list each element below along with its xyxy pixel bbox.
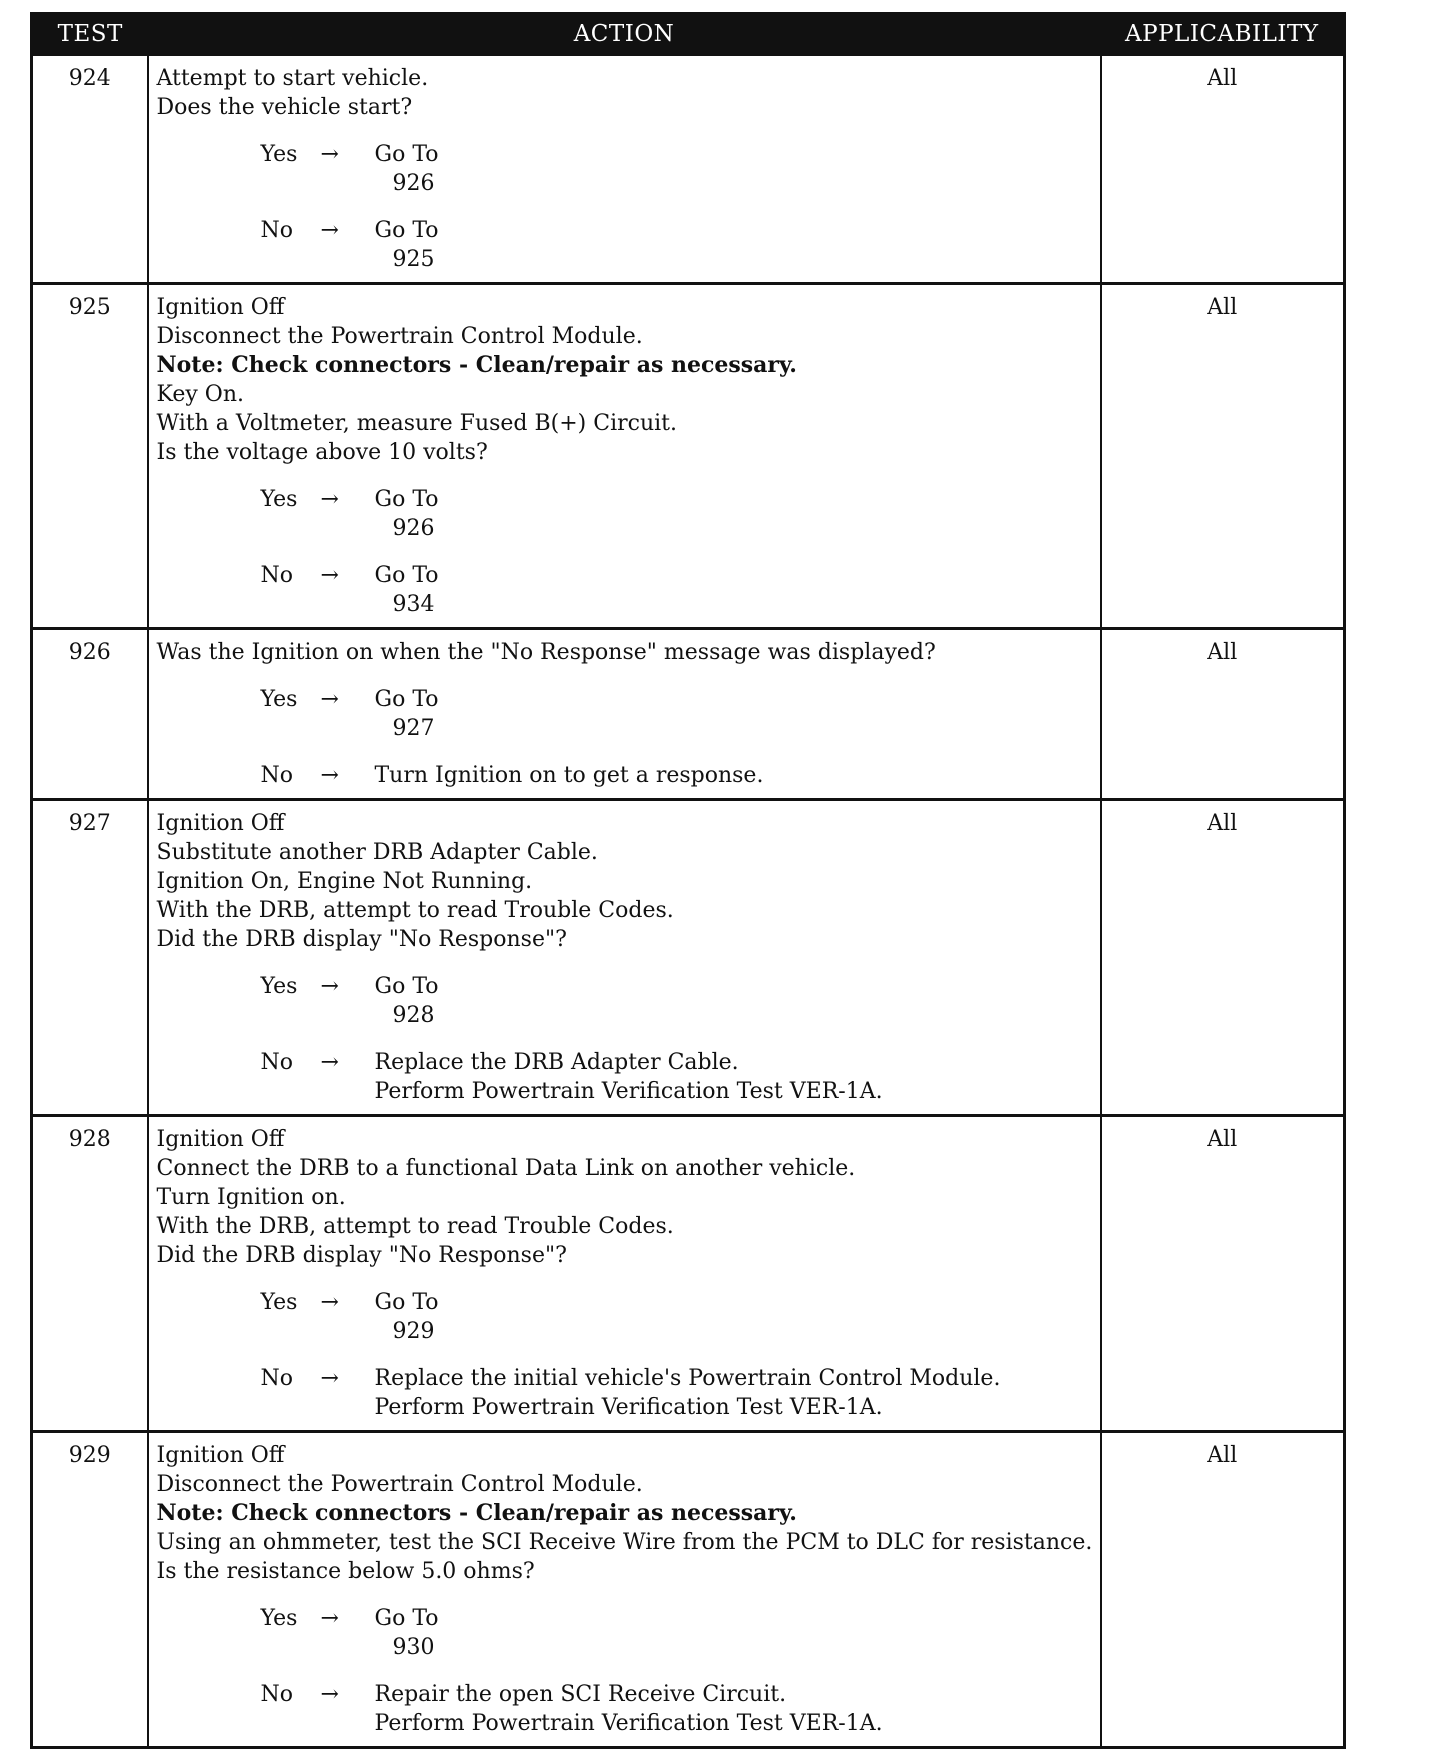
step-line: Did the DRB display "No Response"? xyxy=(156,1243,567,1268)
arrow-right-icon: → xyxy=(320,563,339,588)
goto-target: 934 xyxy=(392,592,435,617)
outcome-line: Perform Powertrain Verification Test VER-1A. xyxy=(374,1711,883,1736)
step-line: Was the Ignition on when the "No Response" message was displayed? xyxy=(156,640,936,665)
arrow-right-icon: → xyxy=(320,974,339,999)
arrow-right-icon: → xyxy=(320,763,339,788)
outcome-line: Repair the open SCI Receive Circuit. xyxy=(374,1682,787,1707)
step-line: Is the voltage above 10 volts? xyxy=(156,440,488,465)
outcome-result xyxy=(375,1680,883,1738)
outcome-no xyxy=(157,561,1092,619)
goto-instruction xyxy=(375,561,439,619)
outcome-result xyxy=(375,761,764,790)
outcome-answer: Yes xyxy=(260,974,298,999)
outcome-answer: Yes xyxy=(260,1290,298,1315)
action-cell xyxy=(148,629,1101,800)
applicability-value: All xyxy=(1101,629,1345,800)
outcome-yes xyxy=(157,485,1092,543)
goto-label: Go To xyxy=(374,1290,439,1315)
action-cell xyxy=(148,1116,1101,1432)
outcome-answer: No xyxy=(260,763,293,788)
step-line: Substitute another DRB Adapter Cable. xyxy=(156,840,598,865)
header-applicability: APPLICABILITY xyxy=(1101,14,1345,55)
test-number: 925 xyxy=(32,284,148,629)
outcome-line: Perform Powertrain Verification Test VER-1A. xyxy=(374,1395,883,1420)
action-cell xyxy=(148,1432,1101,1748)
arrow-right-icon: → xyxy=(320,1290,339,1315)
applicability-value: All xyxy=(1101,55,1345,284)
outcome-answer: No xyxy=(260,1050,293,1075)
goto-instruction xyxy=(375,1604,439,1662)
goto-target: 930 xyxy=(392,1635,435,1660)
step-line: Turn Ignition on. xyxy=(156,1185,346,1210)
goto-target: 929 xyxy=(392,1319,435,1344)
step-line: Did the DRB display "No Response"? xyxy=(156,927,567,952)
step-line: With the DRB, attempt to read Trouble Codes. xyxy=(156,1214,674,1239)
test-number: 928 xyxy=(32,1116,148,1432)
goto-instruction xyxy=(375,140,439,198)
arrow-right-icon: → xyxy=(320,1682,339,1707)
goto-target: 926 xyxy=(392,516,435,541)
action-cell xyxy=(148,800,1101,1116)
note-line: Note: Check connectors - Clean/repair as necessary. xyxy=(156,1500,797,1526)
goto-instruction xyxy=(375,216,439,274)
goto-instruction xyxy=(375,972,439,1030)
step-line: Using an ohmmeter, test the SCI Receive Wire from the PCM to DLC for resistance. xyxy=(156,1530,1093,1555)
step-line: Ignition Off xyxy=(156,295,285,320)
arrow-right-icon: → xyxy=(320,142,339,167)
test-number: 927 xyxy=(32,800,148,1116)
table-body xyxy=(32,55,1345,1748)
outcome-answer: No xyxy=(260,1682,293,1707)
arrow-right-icon: → xyxy=(320,1606,339,1631)
step-line: With a Voltmeter, measure Fused B(+) Circuit. xyxy=(156,411,678,436)
step-line: Disconnect the Powertrain Control Module. xyxy=(156,324,643,349)
outcome-result xyxy=(375,216,439,274)
step-line: Connect the DRB to a functional Data Link on another vehicle. xyxy=(156,1156,856,1181)
outcome-answer: No xyxy=(260,1366,293,1391)
applicability-value: All xyxy=(1101,800,1345,1116)
header-action: ACTION xyxy=(148,14,1101,55)
step-line: With the DRB, attempt to read Trouble Codes. xyxy=(156,898,674,923)
outcome-yes xyxy=(157,1288,1092,1346)
arrow-right-icon: → xyxy=(320,1366,339,1391)
outcome-line: Perform Powertrain Verification Test VER-1A. xyxy=(374,1079,883,1104)
outcome-no xyxy=(157,1364,1092,1422)
outcome-result xyxy=(375,685,439,743)
goto-label: Go To xyxy=(374,487,439,512)
header-test: TEST xyxy=(32,14,148,55)
outcome-yes xyxy=(157,1604,1092,1662)
action-cell xyxy=(148,55,1101,284)
applicability-value: All xyxy=(1101,1116,1345,1432)
outcome-answer: Yes xyxy=(260,687,298,712)
outcome-no xyxy=(157,1680,1092,1738)
outcome-no xyxy=(157,216,1092,274)
step-line: Ignition Off xyxy=(156,1127,285,1152)
applicability-value: All xyxy=(1101,1432,1345,1748)
arrow-right-icon: → xyxy=(320,1050,339,1075)
step-line: Disconnect the Powertrain Control Module. xyxy=(156,1472,643,1497)
goto-target: 928 xyxy=(392,1003,435,1028)
test-number: 929 xyxy=(32,1432,148,1748)
arrow-right-icon: → xyxy=(320,218,339,243)
outcome-result xyxy=(375,1048,883,1106)
outcome-result xyxy=(375,1604,439,1662)
outcome-line: Turn Ignition on to get a response. xyxy=(374,763,764,788)
table-row xyxy=(32,800,1345,1116)
goto-instruction xyxy=(375,1288,439,1346)
outcome-yes xyxy=(157,140,1092,198)
outcome-yes xyxy=(157,972,1092,1030)
goto-label: Go To xyxy=(374,563,439,588)
outcome-result xyxy=(375,1364,1001,1422)
goto-label: Go To xyxy=(374,218,439,243)
outcome-answer: No xyxy=(260,218,293,243)
note-line: Note: Check connectors - Clean/repair as necessary. xyxy=(156,352,797,378)
outcome-result xyxy=(375,972,439,1030)
test-number: 926 xyxy=(32,629,148,800)
step-line: Attempt to start vehicle. xyxy=(156,66,429,91)
goto-target: 925 xyxy=(392,247,435,272)
step-line: Ignition Off xyxy=(156,811,285,836)
arrow-right-icon: → xyxy=(320,487,339,512)
action-cell xyxy=(148,284,1101,629)
goto-instruction xyxy=(375,485,439,543)
step-line: Ignition Off xyxy=(156,1443,285,1468)
outcome-line: Replace the DRB Adapter Cable. xyxy=(374,1050,739,1075)
outcome-no xyxy=(157,1048,1092,1106)
goto-label: Go To xyxy=(374,687,439,712)
arrow-right-icon: → xyxy=(320,687,339,712)
outcome-result xyxy=(375,485,439,543)
table-row xyxy=(32,55,1345,284)
test-number: 924 xyxy=(32,55,148,284)
goto-target: 926 xyxy=(392,171,435,196)
goto-instruction xyxy=(375,685,439,743)
outcome-answer: Yes xyxy=(260,142,298,167)
outcome-no xyxy=(157,761,1092,790)
goto-label: Go To xyxy=(374,974,439,999)
outcome-answer: Yes xyxy=(260,487,298,512)
step-line: Does the vehicle start? xyxy=(156,95,413,120)
step-line: Is the resistance below 5.0 ohms? xyxy=(156,1559,535,1584)
table-row xyxy=(32,284,1345,629)
goto-label: Go To xyxy=(374,142,439,167)
step-line: Key On. xyxy=(156,382,244,407)
outcome-result xyxy=(375,1288,439,1346)
outcome-yes xyxy=(157,685,1092,743)
table-header-row xyxy=(32,14,1345,55)
applicability-value: All xyxy=(1101,284,1345,629)
diagnostic-test-table xyxy=(30,12,1346,1749)
outcome-result xyxy=(375,561,439,619)
outcome-line: Replace the initial vehicle's Powertrain Control Module. xyxy=(374,1366,1001,1391)
goto-target: 927 xyxy=(392,716,435,741)
outcome-result xyxy=(375,140,439,198)
table-row xyxy=(32,1432,1345,1748)
table-row xyxy=(32,629,1345,800)
table-row xyxy=(32,1116,1345,1432)
step-line: Ignition On, Engine Not Running. xyxy=(156,869,533,894)
goto-label: Go To xyxy=(374,1606,439,1631)
outcome-answer: No xyxy=(260,563,293,588)
outcome-answer: Yes xyxy=(260,1606,298,1631)
